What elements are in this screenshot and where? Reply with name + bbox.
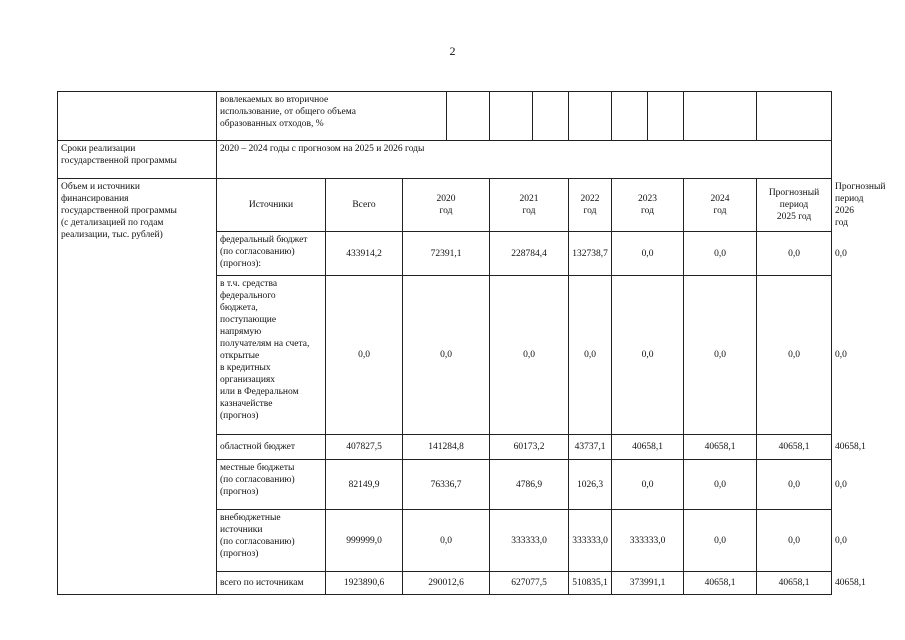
value-cell: 373991,1: [612, 572, 684, 595]
terms-row: [58, 141, 832, 179]
indicator-value-cell: [533, 92, 569, 141]
value-cell: 333333,0: [569, 510, 612, 572]
value-cell: 0,0: [403, 510, 490, 572]
value-cell: 627077,5: [490, 572, 569, 595]
value-cell: 0,0: [757, 232, 832, 276]
value-cell: 40658,1: [757, 435, 832, 460]
table-row: областной бюджет 407827,5 141284,8 60173,2 43737,1 40658,1 40658,1 40658,1 40658,1: [58, 435, 832, 460]
source-label: местные бюджеты (по согласованию) (прогноз): [217, 460, 326, 510]
value-cell: 433914,2: [326, 232, 403, 276]
value-cell: 40658,1: [757, 572, 832, 595]
value-cell: 1923890,6: [326, 572, 403, 595]
program-passport-table: [57, 91, 886, 595]
source-label: всего по источникам: [217, 572, 326, 595]
value-cell: 40658,1: [612, 435, 684, 460]
table-row: всего по источникам 1923890,6 290012,6 627077,5 510835,1 373991,1 40658,1 40658,1 40658,1: [58, 572, 832, 595]
value-cell: 72391,1: [403, 232, 490, 276]
value-cell: 0,0: [757, 460, 832, 510]
indicator-value-cell: [648, 92, 684, 141]
page-number: 2: [449, 44, 456, 58]
value-cell: 228784,4: [490, 232, 569, 276]
value-cell: 0,0: [612, 460, 684, 510]
value-cell: 0,0: [403, 276, 490, 435]
value-cell: 333333,0: [490, 510, 569, 572]
value-cell: 1026,3: [569, 460, 612, 510]
source-label: внебюджетные источники (по согласованию) (прогноз): [217, 510, 326, 572]
header-sources: Источники: [217, 179, 326, 232]
table-row: внебюджетные источники (по согласованию) (прогноз) 999999,0 0,0 333333,0 333333,0 333333,0 0,0 0,0 0,0: [58, 510, 832, 572]
value-cell: 82149,9: [326, 460, 403, 510]
value-cell: 0,0: [684, 276, 757, 435]
value-cell: 0,0: [684, 510, 757, 572]
value-cell: 76336,7: [403, 460, 490, 510]
value-cell: 132738,7: [569, 232, 612, 276]
value-cell: 4786,9: [490, 460, 569, 510]
header-2020: 2020 год: [403, 179, 490, 232]
value-cell: 0,0: [757, 510, 832, 572]
indicator-value-cell: [569, 92, 612, 141]
value-cell: 40658,1: [684, 572, 757, 595]
financing-header-row: Объем и источники финансирования государственной программы (с детализацией по годам реализации, тыс. рублей) Источники Всего 2020 год 2021 год 2022 год 2023 год 2024 год Прогнозный период 2025 год Прогнозный период 2026 год: [58, 179, 832, 232]
table-row: федеральный бюджет (по согласованию) (прогноз): 433914,2 72391,1 228784,4 132738,7 0,0 0,0 0,0 0,0: [58, 232, 832, 276]
financing-label: Объем и источники финансирования государственной программы (с детализацией по годам реализации, тыс. рублей): [58, 179, 217, 595]
header-2022: 2022 год: [569, 179, 612, 232]
value-cell: 0,0: [757, 276, 832, 435]
indicator-value-cell: [490, 92, 533, 141]
table-row: в т.ч. средства федерального бюджета, поступающие напрямую получателям на счета, открытые в кредитных организациях или в Федеральном казначействе (прогноз) 0,0 0,0 0,0 0,0 0,0 0,0 0,0 0,0: [58, 276, 832, 435]
indicator-row: [58, 92, 832, 141]
indicator-value-cell: [684, 92, 757, 141]
header-2021: 2021 год: [490, 179, 569, 232]
source-label: федеральный бюджет (по согласованию) (прогноз):: [217, 232, 326, 276]
value-cell: 510835,1: [569, 572, 612, 595]
value-cell: 43737,1: [569, 435, 612, 460]
table-row: местные бюджеты (по согласованию) (прогноз) 82149,9 76336,7 4786,9 1026,3 0,0 0,0 0,0 0,0: [58, 460, 832, 510]
source-label: в т.ч. средства федерального бюджета, поступающие напрямую получателям на счета, открытые в кредитных организациях или в Федеральном казначействе (прогноз): [217, 276, 326, 435]
terms-value: 2020 – 2024 годы с прогнозом на 2025 и 2026 годы: [217, 141, 832, 179]
value-cell: 0,0: [684, 460, 757, 510]
indicator-value-cell: [612, 92, 648, 141]
value-cell: 141284,8: [403, 435, 490, 460]
header-2024: 2024 год: [684, 179, 757, 232]
value-cell: 40658,1: [684, 435, 757, 460]
value-cell: 407827,5: [326, 435, 403, 460]
header-2025: Прогнозный период 2025 год: [757, 179, 832, 232]
value-cell: 0,0: [326, 276, 403, 435]
value-cell: 333333,0: [612, 510, 684, 572]
indicator-text: вовлекаемых во вторичное использование, от общего объема образованных отходов, %: [217, 92, 447, 141]
header-total: Всего: [326, 179, 403, 232]
indicator-label-cell: [58, 92, 217, 141]
indicator-value-cell: [757, 92, 832, 141]
value-cell: 0,0: [612, 232, 684, 276]
value-cell: 0,0: [684, 232, 757, 276]
value-cell: 0,0: [490, 276, 569, 435]
value-cell: 0,0: [569, 276, 612, 435]
value-cell: 0,0: [612, 276, 684, 435]
value-cell: 60173,2: [490, 435, 569, 460]
value-cell: 290012,6: [403, 572, 490, 595]
header-2023: 2023 год: [612, 179, 684, 232]
indicator-value-cell: [447, 92, 490, 141]
value-cell: 999999,0: [326, 510, 403, 572]
terms-label: Сроки реализации государственной программы: [58, 141, 217, 179]
source-label: областной бюджет: [217, 435, 326, 460]
